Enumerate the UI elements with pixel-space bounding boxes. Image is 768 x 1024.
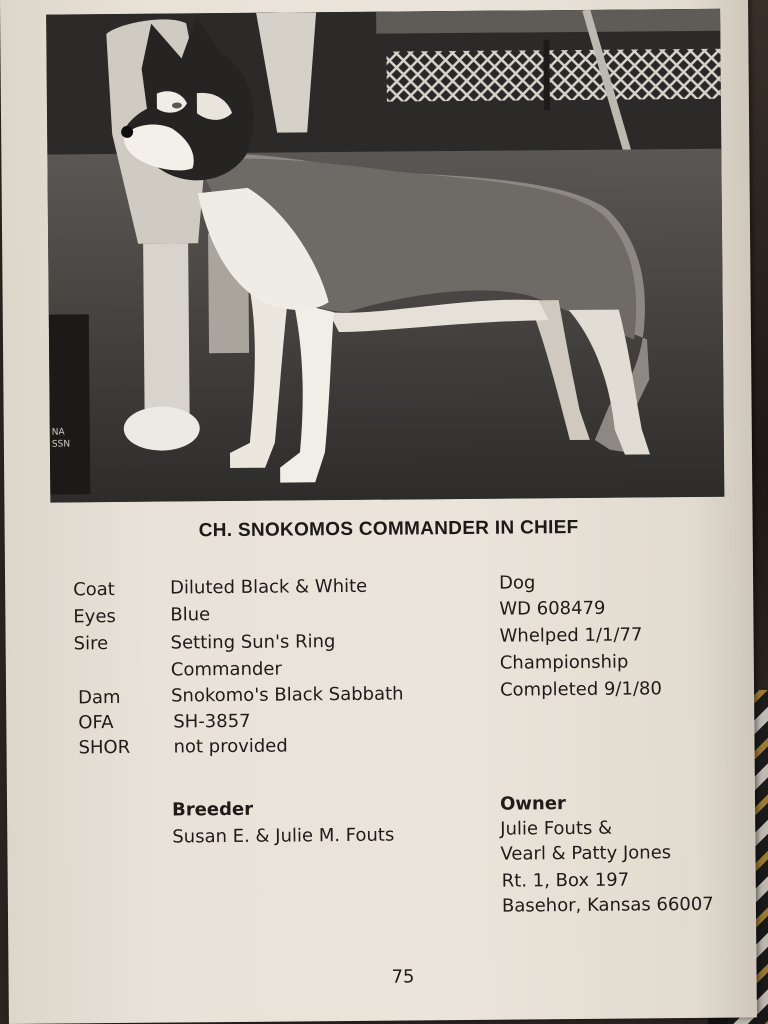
breeder-heading: Breeder <box>171 798 254 821</box>
value-eyes: Blue <box>170 604 211 626</box>
info-championship: Championship <box>499 651 629 674</box>
info-registration: WD 608479 <box>499 597 606 620</box>
page-title: CH. SNOKOMOS COMMANDER IN CHIEF <box>198 516 579 542</box>
value-sire: Setting Sun's Ring <box>170 631 336 654</box>
owner-heading: Owner <box>499 793 566 815</box>
label-ofa: OFA <box>78 712 114 734</box>
owner-line-1: Julie Fouts & <box>500 817 613 840</box>
husky-photo-illustration <box>46 9 724 503</box>
owner-line-4: Basehor, Kansas 66007 <box>501 893 714 917</box>
label-shor: SHOR <box>78 736 131 759</box>
page-number: 75 <box>391 966 415 988</box>
owner-line-3: Rt. 1, Box 197 <box>501 869 630 892</box>
value-sire-line2: Commander <box>170 658 282 681</box>
label-sire: Sire <box>73 633 109 655</box>
label-eyes: Eyes <box>73 606 116 628</box>
value-shor: not provided <box>173 735 288 758</box>
label-coat: Coat <box>73 579 115 601</box>
photo-sign-text-1: NA <box>51 427 65 438</box>
info-completed: Completed 9/1/80 <box>499 678 662 701</box>
owner-line-2: Vearl & Patty Jones <box>500 842 672 865</box>
label-dam: Dam <box>78 686 121 709</box>
value-ofa: SH-3857 <box>173 710 251 733</box>
info-sex: Dog <box>499 572 536 594</box>
photo-sign-text-2: SSN <box>51 439 71 450</box>
dog-photo <box>46 9 724 503</box>
breeder-name: Susan E. & Julie M. Fouts <box>172 824 395 848</box>
value-dam: Snokomo's Black Sabbath <box>170 683 404 707</box>
info-whelped: Whelped 1/1/77 <box>499 624 643 647</box>
value-coat: Diluted Black & White <box>170 575 368 599</box>
